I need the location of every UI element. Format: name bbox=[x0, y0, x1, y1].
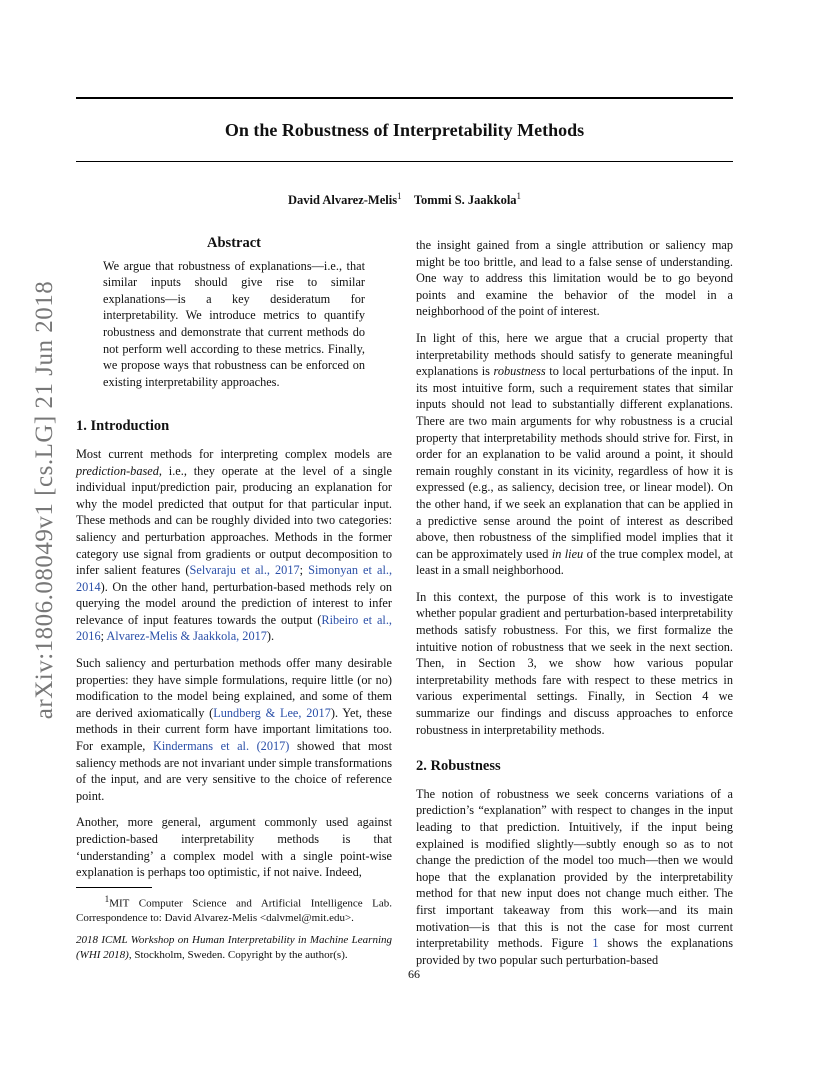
text-run: Most current methods for interpreting complex models are bbox=[76, 446, 392, 461]
text-run: showed that most saliency methods are not invariant under simple transformations of the input, and are very sensitive to the choice of reference point. bbox=[76, 739, 392, 803]
top-rule bbox=[76, 97, 733, 99]
affiliation-footnote bbox=[76, 892, 392, 925]
text-run: ). Yet, these methods in their current form have important limitations too. For example, bbox=[76, 705, 392, 754]
citation-link[interactable]: Simonyan et al., 2014 bbox=[76, 563, 393, 594]
abstract-text: We argue that robustness of explanations—i.e., that similar inputs should give rise to similar explanations—is a key desideratum for interpretability. We introduce metrics to quantify robustness and demonstrate that current methods do not perform well according to these metrics. Finally, we propose ways that robustness can be enforced on existing interpretability approaches. bbox=[103, 258, 365, 389]
left-column bbox=[76, 235, 392, 970]
text-run: of the true complex model, at least in a small neighborhood. bbox=[416, 546, 733, 578]
right-paragraph-2 bbox=[416, 330, 733, 579]
figure-link[interactable]: 1 bbox=[592, 936, 599, 951]
text-run: to local perturbations of the input. In its most intuitive form, such a requirement states that similar inputs should not lead to substantially different explanations. There are two main arguments for why robustness is a crucial property that interpretability methods should strive for. First, in order for an explanation to be valid around a point, it should remain roughly constant in its vicinity, regardless of how it is expressed (e.g., as saliency, decision tree, or linear model). On the other hand, if we seek an explanation that can be applied in a predictive sense around the point of interest as described above, then robustness of the simplified model implies that it can be approximately used bbox=[416, 364, 733, 561]
citation-link[interactable]: Lundberg & Lee, 2017 bbox=[213, 705, 331, 720]
text-run: The notion of robustness we seek concerns variations of a prediction’s “explanation” with respect to changes in the input leading to that prediction. Intuitively, if the input being explained is modified slightly—subtly enough so as to not change the prediction of the model too much—then we would hope that the explanation provided by the interpretability method for that new input does not change much either. The first important takeaway from this work—and its main motivation—is that this is not the case for most current interpretability methods. Figure bbox=[416, 786, 733, 951]
right-paragraph-3: In this context, the purpose of this work is to investigate whether popular gradient and perturbation-based interpretability methods satisfy robustness. For this, we first formalize the intuitive notion of robustness that we seek in the next section. Then, in Section 3, we show how various popular interpretability methods fare with respect to these metrics in various experimental settings. Finally, in Section 4 we summarize our findings and discuss approaches to enforce robustness in interpretability methods. bbox=[416, 589, 733, 737]
text-run: ; bbox=[299, 563, 309, 578]
text-run: Such saliency and perturbation methods offer many desirable properties: they have simple formulations, require little (or no) modification to the model being explained, and some of them are derived axiomatically ( bbox=[76, 656, 392, 720]
affiliation-text: MIT Computer Science and Artificial Intelligence Lab. Correspondence to: David Alvarez-Melis <dalvmel@mit.edu>. bbox=[76, 897, 393, 924]
emphasis-text: prediction-based bbox=[76, 463, 159, 478]
text-run: In light of this, here we argue that a crucial property that interpretability methods should satisfy to generate meaningful explanations is bbox=[416, 330, 733, 379]
right-paragraph-1: the insight gained from a single attribution or saliency map might be too brittle, and lead to a false sense of understanding. One way to address this limitation would be to go beyond points and examine the behavior of the model in a neighborhood of the point of interest. bbox=[416, 238, 733, 319]
text-run: ; bbox=[100, 629, 107, 644]
emphasis-text: in lieu bbox=[551, 546, 584, 561]
footnote-rule bbox=[76, 887, 152, 888]
citation-link[interactable]: Ribeiro et al., 2016 bbox=[76, 612, 392, 644]
author-name: Tommi S. Jaakkola bbox=[413, 193, 517, 208]
text-run: , i.e., they operate at the level of a single individual input/prediction pair, producing an explanation for why the model predicted that output for that particular input. These methods and can be roughly divided into two categories: saliency and perturbation approaches. Methods in the former category use signal from gradients or output decomposition to infer salient features ( bbox=[76, 463, 392, 578]
right-column bbox=[416, 237, 733, 978]
robustness-paragraph bbox=[416, 786, 733, 969]
venue-note bbox=[76, 933, 392, 962]
paper-title: On the Robustness of Interpretability Methods bbox=[224, 120, 585, 140]
author-affil-sup: 1 bbox=[516, 191, 522, 201]
page-number: 66 bbox=[408, 967, 420, 981]
author-name: David Alvarez-Melis bbox=[287, 193, 398, 208]
abstract-heading: Abstract bbox=[207, 235, 261, 251]
text-run: ). On the other hand, perturbation-based methods rely on querying the model around the prediction of interest to infer relevance of input features towards the output ( bbox=[76, 579, 392, 627]
citation-link[interactable]: Kindermans et al. (2017) bbox=[152, 739, 290, 754]
authors bbox=[76, 191, 733, 208]
title-rule bbox=[76, 161, 733, 162]
arxiv-id: arXiv:1806.08049v1 [cs.LG] 21 Jun 2018 bbox=[31, 280, 58, 720]
text-run: ). bbox=[266, 629, 275, 644]
author-affil-sup: 1 bbox=[397, 191, 402, 201]
intro-paragraph-2 bbox=[76, 655, 392, 804]
venue-rest: , Stockholm, Sweden. Copyright by the author(s). bbox=[128, 948, 348, 961]
emphasis-text: robustness bbox=[493, 364, 546, 379]
text-run: shows the explanations provided by two popular such perturbation-based bbox=[416, 936, 733, 967]
intro-paragraph-3: Another, more general, argument commonly used against prediction-based interpretability methods is that ‘understanding’ a complex model with a single point-wise explanation is perhaps too optimistic, if not naive. Indeed, bbox=[76, 815, 392, 880]
section-heading-introduction: 1. Introduction bbox=[76, 418, 170, 435]
footnotes bbox=[76, 892, 392, 962]
venue-name: 2018 ICML Workshop on Human Interpretability in Machine Learning (WHI 2018) bbox=[76, 934, 392, 961]
citation-link[interactable]: Alvarez-Melis & Jaakkola, 2017 bbox=[106, 629, 267, 644]
intro-paragraph-1 bbox=[76, 446, 392, 645]
citation-link[interactable]: Selvaraju et al., 2017 bbox=[189, 563, 300, 578]
section-heading-robustness: 2. Robustness bbox=[416, 758, 501, 775]
footnote-marker: 1 bbox=[104, 893, 110, 904]
